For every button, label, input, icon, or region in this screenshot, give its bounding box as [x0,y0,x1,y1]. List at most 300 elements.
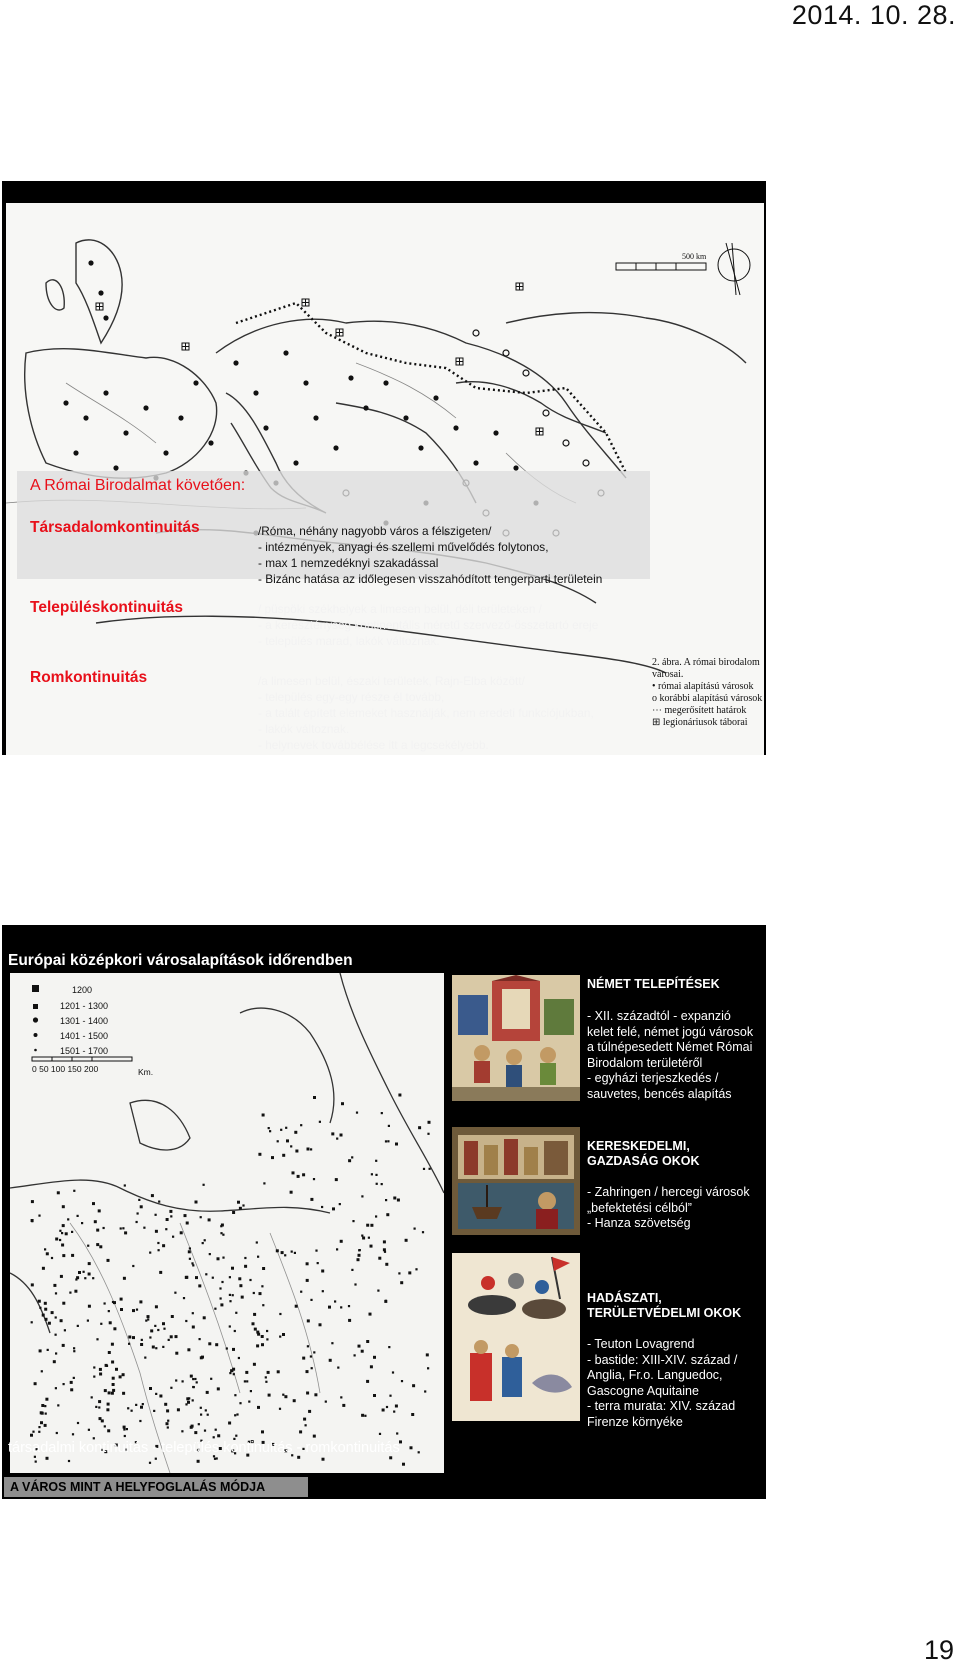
town-mark [307,1148,310,1151]
town-mark [220,1232,222,1234]
town-mark [99,1245,102,1248]
town-mark [366,1380,369,1383]
town-mark [203,1316,206,1319]
town-mark [190,1375,193,1378]
town-mark [386,1213,389,1216]
town-mark [119,1375,122,1378]
town-mark [149,1252,151,1254]
legend-item: • római alapítású városok [652,681,754,692]
town-mark [205,1273,207,1275]
town-mark [244,1257,246,1259]
town-mark [104,1302,106,1304]
town-mark [39,1307,41,1309]
town-mark [373,1356,376,1359]
town-mark [208,1218,211,1221]
town-mark [370,1224,373,1227]
town-mark [282,1154,285,1157]
town-mark [87,1320,89,1322]
town-mark [48,1322,51,1325]
scale-unit: Km. [138,1067,154,1077]
town-mark [279,1336,281,1338]
town-mark [44,1308,47,1311]
town-mark [41,1404,44,1407]
town-mark [342,1404,345,1407]
town-mark [155,1305,158,1308]
town-mark [199,1338,201,1340]
town-mark [157,1242,159,1244]
town-mark [188,1397,190,1399]
town-mark [359,1249,361,1251]
town-mark [328,1306,331,1309]
town-mark [88,1273,91,1276]
legend-label: 1201 - 1300 [60,1001,109,1011]
town-mark [202,1242,204,1244]
town-mark [96,1229,99,1232]
illumination-trade-harbour [452,1127,580,1235]
town-mark [192,1386,194,1388]
legend-item: ⋯ megerősített határok [652,705,747,716]
town-mark [305,1424,307,1426]
illumination-german-settlement [452,975,580,1101]
town-mark [96,1338,98,1340]
town-mark [62,1224,65,1227]
town-mark [122,1373,125,1376]
town-mark [34,1456,36,1458]
town-mark [124,1435,126,1437]
town-mark [245,1371,248,1374]
town-mark [398,1272,400,1274]
town-mark [140,1406,143,1409]
town-mark [377,1290,379,1292]
town-mark [331,1342,333,1344]
town-mark [73,1190,75,1192]
town-mark [63,1383,65,1385]
town-mark [203,1184,205,1186]
town-mark [229,1300,231,1302]
town-mark [386,1406,388,1408]
town-mark [168,1339,170,1341]
town-mark [361,1235,363,1237]
town-mark [361,1350,364,1353]
town-mark [197,1460,200,1463]
town-mark [257,1256,259,1258]
town-mark [383,1240,386,1243]
town-mark [170,1335,173,1338]
town-mark [45,1413,47,1415]
town-mark [352,1220,354,1222]
town-mark [238,1357,240,1359]
town-mark [313,1435,316,1438]
town-mark [334,1300,336,1302]
town-mark [329,1359,332,1362]
town-mark [139,1300,142,1303]
town-mark [361,1414,364,1417]
town-mark [200,1407,202,1409]
town-mark [53,1284,56,1287]
town-mark [397,1199,400,1202]
town-mark [302,1173,305,1176]
town-mark [214,1308,216,1310]
town-mark [411,1413,414,1416]
town-mark [189,1247,191,1249]
town-mark [235,1435,237,1437]
town-mark [284,1254,286,1256]
town-mark [123,1428,125,1430]
town-mark [91,1396,93,1398]
town-mark [262,1114,265,1117]
town-mark [65,1232,68,1235]
town-mark [348,1159,351,1162]
town-mark [100,1323,102,1325]
town-mark [427,1367,429,1369]
town-mark [105,1364,108,1367]
town-mark [379,1433,381,1435]
town-mark [241,1296,244,1299]
town-mark [159,1395,162,1398]
town-mark [192,1312,194,1314]
map-scale-label: 500 km [682,252,707,261]
town-mark [55,1292,57,1294]
town-mark [238,1277,241,1280]
town-mark [41,1370,43,1372]
town-mark [45,1398,48,1401]
town-mark [112,1389,115,1392]
town-mark [108,1391,111,1394]
town-mark [220,1297,222,1299]
town-mark [88,1429,90,1431]
town-mark [239,1402,241,1404]
town-mark [253,1292,255,1294]
town-mark [308,1410,311,1413]
town-mark [71,1231,73,1233]
town-mark [122,1392,125,1395]
town-mark [112,1377,115,1380]
town-mark [234,1414,236,1416]
legend-label: 1301 - 1400 [60,1016,109,1026]
section-tag: A VÁROS MINT A HELYFOGLALÁS MÓDJA [4,1477,308,1497]
town-mark [181,1430,183,1432]
town-mark [220,1225,222,1227]
town-mark [395,1405,398,1408]
town-mark [70,1381,73,1384]
town-mark [215,1343,218,1346]
town-mark [96,1243,99,1246]
town-mark [73,1350,75,1352]
town-mark [162,1322,165,1325]
town-mark [428,1121,431,1124]
town-mark [268,1127,270,1129]
town-mark [237,1201,240,1204]
town-mark [261,1335,264,1338]
town-mark [147,1318,149,1320]
town-mark [64,1329,66,1331]
town-mark [236,1413,238,1415]
town-mark [387,1140,389,1142]
town-mark [38,1431,40,1433]
continuity-summary-line: társadalmi kontinuitás - település kontinuitás - romkontinuitás [8,1440,400,1456]
town-mark [248,1401,250,1403]
town-mark [107,1429,110,1432]
scale-label: 0 50 100 150 200 [32,1064,99,1074]
town-mark [229,1294,231,1296]
town-mark [62,1302,65,1305]
town-mark [358,1254,361,1257]
town-mark [151,1194,154,1197]
town-mark [295,1305,298,1308]
town-mark [286,1139,289,1142]
town-mark [215,1429,217,1431]
town-mark [285,1127,287,1129]
town-mark [99,1373,102,1376]
town-mark [212,1277,214,1279]
town-mark [170,1387,172,1389]
town-mark [78,1271,81,1274]
town-mark [366,1224,369,1227]
town-mark [222,1257,224,1259]
town-mark [131,1410,133,1412]
town-mark [393,1411,395,1413]
town-mark [155,1214,157,1216]
section-label-rom: Romkontinuitás [30,669,148,686]
town-mark [369,1313,372,1316]
town-mark [200,1356,203,1359]
town-mark [226,1347,228,1349]
town-mark [31,1200,34,1203]
town-mark [357,1258,360,1261]
town-mark [132,1265,134,1267]
town-mark [249,1279,251,1281]
town-mark [184,1214,187,1217]
roman-map-legend [652,657,764,729]
town-mark [385,1263,388,1266]
town-mark [124,1184,126,1186]
town-mark [229,1325,231,1327]
block-heading-nemet: NÉMET TELEPÍTÉSEK [587,977,720,991]
town-mark [228,1422,231,1425]
town-mark [234,1394,236,1396]
town-mark [426,1353,429,1356]
town-mark [55,1352,57,1354]
town-mark [254,1328,257,1331]
town-mark [127,1407,129,1409]
block-heading-kereskedelmi: KERESKEDELMI, GAZDASÁG OKOK [587,1139,700,1168]
town-mark [171,1315,174,1318]
town-mark [332,1207,335,1210]
town-mark [239,1284,242,1287]
town-mark [229,1372,231,1374]
town-mark [40,1421,43,1424]
town-mark [45,1318,48,1321]
town-mark [124,1231,127,1234]
town-mark [104,1425,106,1427]
town-mark [282,1333,285,1336]
town-mark [88,1305,91,1308]
town-mark [310,1355,312,1357]
legend-title: 2. ábra. A római birodalom városai. [652,657,760,680]
town-mark [47,1349,49,1351]
town-mark [277,1370,280,1373]
town-mark [149,1336,151,1338]
town-mark [217,1434,220,1437]
town-mark [188,1250,191,1253]
town-mark [35,1461,37,1463]
town-mark [265,1381,267,1383]
town-mark [414,1228,416,1230]
town-mark [208,1342,211,1345]
town-mark [41,1412,44,1415]
town-mark [175,1335,178,1338]
town-mark [77,1325,79,1327]
town-mark [261,1285,263,1287]
block-text-hadaszati: - Teuton Lovagrend - bastide: XIII-XIV. század / Anglia, Fr.o. Languedoc, Gascogne Aquitaine - terra murata: XIV. század Firenze környéke [587,1337,738,1429]
section-lines-rom: /a limesen belül, északi területek, Rajn-Elba között/ - település egy-egy része él tovább, - a talált épített elemeket használják, nem eredeti funkciójukban, - lakók változnak. - helynevek továbbélése itt a legcsekélyebb. [258,674,594,752]
town-mark [213,1436,215,1438]
town-mark [198,1423,200,1425]
town-mark [155,1347,157,1349]
block-heading-hadaszati: HADÁSZATI, TERÜLETVÉDELMI OKOK [587,1291,742,1320]
town-mark [109,1321,112,1324]
town-mark [140,1343,143,1346]
town-mark [143,1227,145,1229]
town-mark [108,1310,110,1312]
town-mark [319,1323,322,1326]
town-mark [112,1383,115,1386]
town-mark [99,1417,102,1420]
town-mark [257,1406,260,1409]
town-mark [31,1321,33,1323]
town-mark [364,1415,366,1417]
town-mark [293,1399,296,1402]
town-mark [111,1392,114,1395]
town-mark [348,1319,351,1322]
town-mark [410,1446,413,1449]
town-mark [70,1388,73,1391]
town-mark [398,1094,401,1097]
town-mark [297,1456,300,1459]
town-mark [250,1390,252,1392]
town-mark [314,1393,317,1396]
town-mark [113,1327,116,1330]
town-mark [132,1309,135,1312]
town-mark [98,1406,100,1408]
town-mark [339,1203,341,1205]
town-mark [322,1290,324,1292]
town-mark [189,1258,191,1260]
town-mark [99,1368,102,1371]
slide-town-foundations [2,925,766,1499]
town-mark [340,1396,342,1398]
town-mark [370,1245,373,1248]
town-mark [59,1230,61,1232]
town-mark [354,1354,356,1356]
town-mark [262,1267,265,1270]
town-mark [51,1257,53,1259]
town-mark [55,1238,58,1241]
town-mark [279,1313,281,1315]
town-mark [340,1134,343,1137]
town-mark [183,1297,185,1299]
town-mark [253,1363,256,1366]
town-mark [187,1348,190,1351]
town-mark [427,1133,429,1135]
slide1-heading: A Római Birodalmat követően: [30,477,246,494]
town-mark [265,1376,267,1378]
town-mark [256,1331,259,1334]
town-mark [337,1367,339,1369]
town-mark [382,1409,385,1412]
town-mark [57,1191,60,1194]
slide2-title: Európai középkori városalapítások időrendben [8,952,353,969]
town-mark [290,1191,293,1194]
town-mark [291,1251,293,1253]
town-mark [154,1325,156,1327]
town-mark [348,1305,350,1307]
town-mark [321,1270,324,1273]
town-mark [192,1378,194,1380]
town-mark [322,1458,325,1461]
illumination-knights [452,1253,580,1421]
town-mark [232,1348,235,1351]
town-mark [150,1329,153,1332]
town-mark [44,1424,47,1427]
town-mark [185,1403,187,1405]
town-mark [88,1262,91,1265]
town-mark [162,1244,165,1247]
town-mark [53,1360,56,1363]
town-mark [93,1376,95,1378]
section-lines-tarsadalom: /Róma, néhány nagyobb város a félszigeten/ - intézmények, anyagi és szellemi művelődés folytonos, - max 1 nemzedéknyi szakadással - Bizánc hatása az időlegesen visszahódított tengerparti területein [258,524,603,586]
town-mark [418,1126,421,1129]
town-mark [306,1370,309,1373]
town-mark [62,1254,65,1257]
town-mark [98,1400,101,1403]
town-mark [73,1347,75,1349]
town-mark [144,1357,146,1359]
town-mark [93,1366,95,1368]
town-mark [123,1426,126,1429]
town-mark [261,1343,264,1346]
town-mark [38,1300,41,1303]
town-mark [356,1112,358,1114]
town-mark [381,1112,383,1114]
town-mark [261,1430,264,1433]
legend-label: 1200 [72,985,93,995]
town-mark [222,1234,224,1236]
town-mark [174,1292,176,1294]
town-mark [55,1334,57,1336]
town-mark [138,1199,140,1201]
town-mark [400,1281,403,1284]
town-mark [292,1171,295,1174]
town-mark [239,1207,242,1210]
town-mark [325,1401,327,1403]
section-label-tarsadalom: Társadalomkontinuitás [30,519,200,536]
town-mark [375,1174,377,1176]
town-mark [170,1215,172,1217]
town-mark [77,1215,79,1217]
town-mark [233,1373,235,1375]
town-mark [219,1287,221,1289]
town-mark [166,1422,169,1425]
town-mark [55,1316,57,1318]
town-mark [38,1426,40,1428]
town-mark [277,1140,279,1142]
town-mark [62,1205,65,1208]
town-mark [307,1345,309,1347]
town-mark [111,1361,114,1364]
town-mark [149,1462,151,1464]
town-mark [313,1096,316,1099]
